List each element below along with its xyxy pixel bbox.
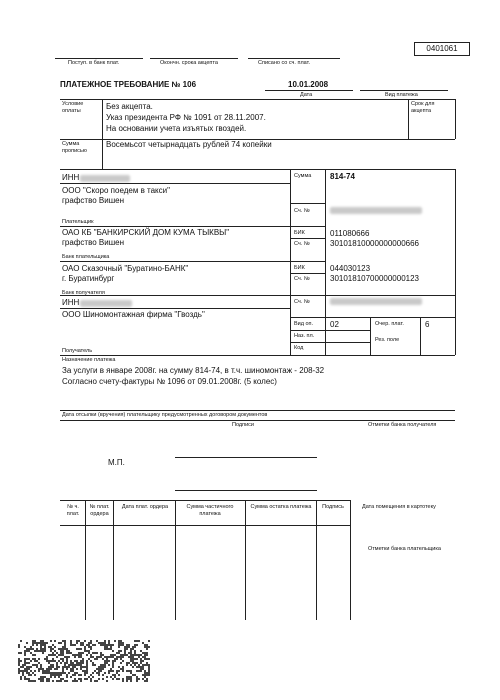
file-date-label: Дата помещения в картотеку xyxy=(362,504,436,510)
payer-bank-marks-label: Отметки банка плательщика xyxy=(368,546,441,552)
form-code-box xyxy=(414,42,470,56)
purpose-label: Назначение платежа xyxy=(62,357,116,363)
payer-bank-account-label: Сч. № xyxy=(294,241,310,247)
payee-name: ООО Шиномонтажная фирма "Гвоздь" xyxy=(62,310,205,319)
payee-bottom-line xyxy=(60,355,455,356)
partial-header-5: Сумма остатка платежа xyxy=(250,504,312,510)
form-code: 0401061 xyxy=(426,44,458,53)
payee-inn-label: ИНН xyxy=(62,298,80,307)
payer-name: ООО "Скоро поедем в такси" xyxy=(62,186,170,195)
payer-inn-label: ИНН xyxy=(62,173,80,182)
op-type-label: Вид оп. xyxy=(294,321,314,327)
sum-words-bottom-line xyxy=(60,169,455,170)
bank-mark-debited: Списано со сч. плат. xyxy=(258,60,311,66)
payer-role-label: Плательщик xyxy=(62,219,94,225)
terms-top-line xyxy=(60,99,455,100)
right-border xyxy=(455,169,456,355)
partial-table-header-bottom xyxy=(60,525,350,526)
bank-mark-received: Поступ. в банк плат. xyxy=(68,60,120,66)
sum-words-label: Сумма прописью xyxy=(62,141,87,154)
terms-line-3: На основании учета изъятых гвоздей. xyxy=(106,124,247,133)
order-value: 6 xyxy=(425,320,430,329)
signatures-label: Подписи xyxy=(232,422,254,428)
payee-bank-bik-value: 044030123 xyxy=(330,264,371,273)
dispatch-line xyxy=(60,410,455,411)
partial-header-6: Подпись xyxy=(322,504,344,510)
payee-inn-divider xyxy=(60,308,290,309)
payer-city: графство Вишен xyxy=(62,196,124,205)
stamp-label: М.П. xyxy=(108,458,125,467)
bank-mark-line-received xyxy=(55,58,143,59)
terms-line-1: Без акцепта. xyxy=(106,102,153,111)
payee-bank-bik-label: БИК xyxy=(294,265,305,271)
payee-bank-account-label: Сч. № xyxy=(294,276,310,282)
terms-line-2: Указ президента РФ № 1091 от 28.11.2007. xyxy=(106,113,266,122)
payer-bank-account-value: 30101810000000000666 xyxy=(330,239,419,248)
payer-bank-city: графство Вишен xyxy=(62,238,124,247)
payee-account-redacted xyxy=(330,298,422,305)
order-label: Очер. плат. xyxy=(375,321,404,327)
payee-account-divider xyxy=(290,317,455,318)
terms-divider-left xyxy=(102,99,103,139)
terms-divider-right xyxy=(408,99,409,139)
payee-bank-marks-label: Отметки банка получателя xyxy=(368,422,437,428)
payee-bank-bottom-line xyxy=(60,295,455,296)
signature-line-2 xyxy=(175,490,317,491)
middle-col-right-border xyxy=(325,169,326,355)
document-date: 10.01.2008 xyxy=(288,80,329,89)
code-row-line xyxy=(290,342,370,343)
payer-bank-role-label: Банк плательщика xyxy=(62,254,110,260)
purpose-line-1: За услуги в январе 2008г. на сумму 814-74, в т.ч. шиномонтаж - 208-32 xyxy=(62,366,325,375)
payee-bank-city: г. Буратинбург xyxy=(62,274,115,283)
middle-col-left-border xyxy=(290,169,291,355)
payer-bank-bik-value: 011080666 xyxy=(330,229,370,238)
payer-sum-value: 814-74 xyxy=(330,172,355,181)
bank-mark-line-debited xyxy=(248,58,340,59)
partial-header-4: Сумма частичного платежа xyxy=(186,504,234,517)
partial-col-6 xyxy=(350,500,351,620)
payment-type-label: Вид платежа xyxy=(385,92,418,98)
payee-inn-redacted xyxy=(80,300,132,307)
acceptance-label: Срок для акцепта xyxy=(411,101,435,114)
dispatch-label: Дата отсылки (вручения) плательщику предусмотренных договором документов xyxy=(62,412,268,418)
partial-header-2: № плат. ордера xyxy=(89,504,110,517)
signatures-top-line xyxy=(60,420,455,421)
sum-cell-bottom xyxy=(290,203,325,204)
barcode-pattern xyxy=(18,640,150,682)
date-label: Дата xyxy=(300,92,313,98)
reserve-label: Рез. поле xyxy=(375,337,400,343)
payer-account-redacted xyxy=(330,207,422,214)
op-type-value: 02 xyxy=(330,320,339,329)
partial-col-4 xyxy=(245,500,246,620)
op-type-divider xyxy=(370,317,371,355)
payee-bank-name: ОАО Сказочный "Буратино-БАНК" xyxy=(62,264,189,273)
payee-bank-bik-divider xyxy=(290,273,325,274)
payer-bank-bottom-line xyxy=(60,261,325,262)
partial-col-1 xyxy=(85,500,86,620)
payee-bank-account-value: 30101810700000000123 xyxy=(330,274,419,283)
payer-account-label: Сч. № xyxy=(294,208,310,214)
payee-bank-role-label: Банк получателя xyxy=(62,290,105,296)
partial-col-5 xyxy=(316,500,317,620)
payer-bank-name: ОАО КБ "БАНКИРСКИЙ ДОМ КУМА ТЫКВЫ" xyxy=(62,228,230,237)
payment-type-line xyxy=(360,90,448,91)
payer-bank-bik-divider xyxy=(290,238,325,239)
terms-label: Условие оплаты xyxy=(62,101,84,114)
partial-table-top xyxy=(60,500,350,501)
date-line xyxy=(265,90,353,91)
payer-inn-divider xyxy=(60,183,290,184)
purpose-code-label: Наз. пл. xyxy=(294,333,315,339)
purpose-line-2: Согласно счету-фактуры № 1096 от 09.01.2008г. (5 колес) xyxy=(62,377,277,386)
partial-header-3: Дата плат. ордера xyxy=(121,504,169,510)
document-title: ПЛАТЕЖНОЕ ТРЕБОВАНИЕ № 106 xyxy=(60,80,197,89)
payer-bottom-line xyxy=(60,226,325,227)
partial-header-1: № ч. плат. xyxy=(66,504,80,517)
code-label: Код xyxy=(294,345,304,351)
payer-sum-label: Сумма xyxy=(294,173,312,179)
sum-words-divider xyxy=(102,139,103,169)
payee-role-label: Получатель xyxy=(62,348,93,354)
purpose-code-row-line xyxy=(290,330,370,331)
payer-bank-bik-label: БИК xyxy=(294,230,305,236)
partial-col-3 xyxy=(175,500,176,620)
signature-line-1 xyxy=(175,457,317,458)
partial-col-2 xyxy=(113,500,114,620)
terms-right-border xyxy=(455,99,456,139)
order-value-divider xyxy=(420,317,421,355)
bank-mark-line-deadline xyxy=(150,58,238,59)
payer-inn-redacted xyxy=(80,175,130,182)
bank-mark-deadline: Окончн. срока акцепта xyxy=(160,60,218,66)
sum-words-text: Восемьсот четырнадцать рублей 74 копейки xyxy=(106,140,272,149)
payee-account-label: Сч. № xyxy=(294,299,310,305)
